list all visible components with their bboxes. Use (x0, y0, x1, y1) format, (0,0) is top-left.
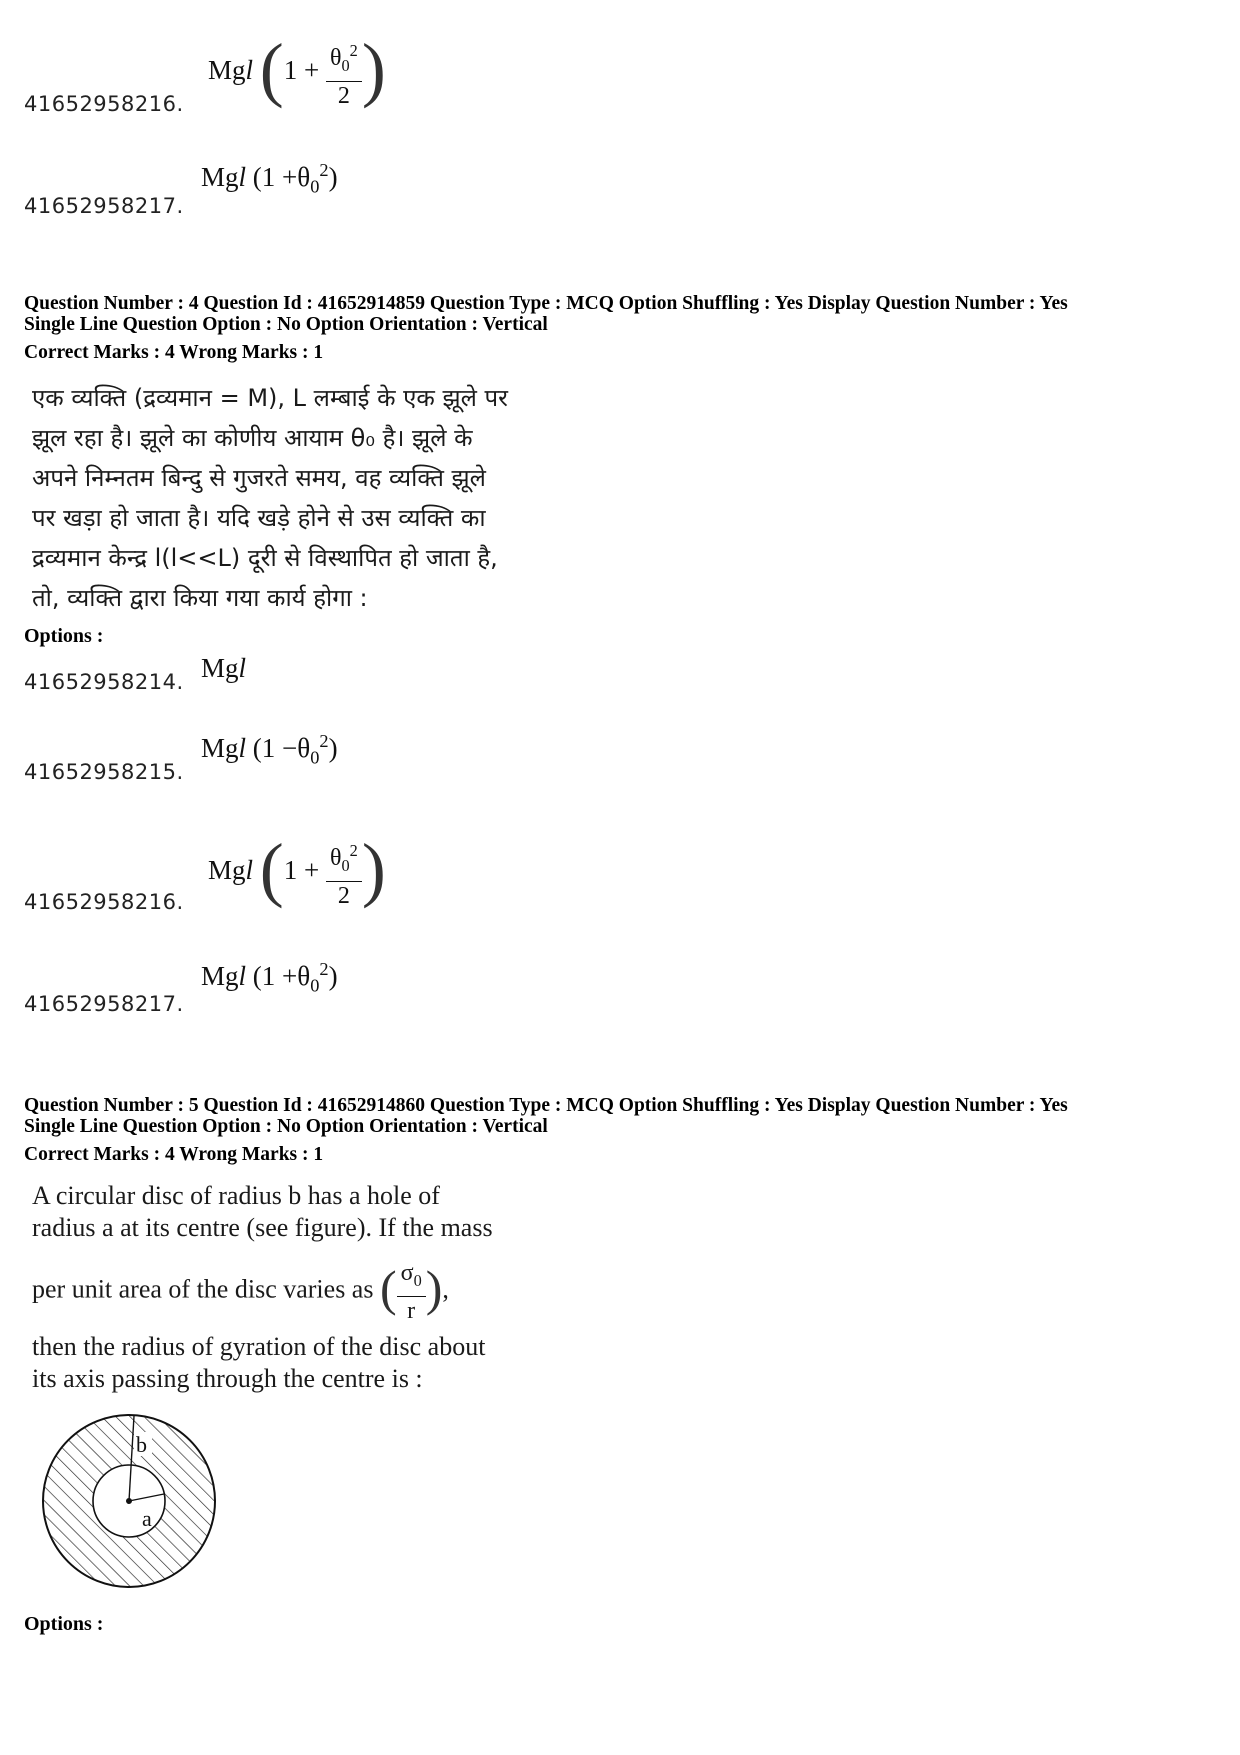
top-option-217 (24, 160, 624, 220)
question-line: पर खड़ा हो जाता है। यदि खड़े होने से उस व्यक्ति का (32, 504, 486, 532)
disc-figure (38, 1410, 218, 1590)
option-id: 41652958214. (24, 670, 184, 694)
label-a: a (142, 1506, 152, 1531)
question-line: its axis passing through the centre is : (32, 1363, 423, 1393)
option-formula: Mgl $(1 +\theta_0^2)$ (201, 959, 338, 996)
question-line: द्रव्यमान केन्द्र l(l<<L) दूरी से विस्थापित हो जाता है, (32, 544, 498, 572)
q5-options-label: Options : (24, 1613, 104, 1635)
q5-header-line2: Single Line Question Option : No Option Orientation : Vertical (24, 1116, 548, 1137)
question-line: तो, व्यक्ति द्वारा किया गया कार्य होगा : (32, 584, 368, 612)
question-line: A circular disc of radius b has a hole of (32, 1181, 440, 1210)
question-line: एक व्यक्ति (द्रव्यमान = M), L लम्बाई के एक झूले पर (32, 384, 508, 412)
q5-marks: Correct Marks : 4 Wrong Marks : 1 (24, 1144, 324, 1165)
option-formula: Mgl $(1 -\theta_0^2)$ (201, 731, 338, 768)
q4-header-line1: Question Number : 4 Question Id : 41652914859 Question Type : MCQ Option Shuffling : Yes Display Question Number : Yes (24, 293, 1068, 314)
option-formula: Mgl (201, 653, 247, 683)
option-formula: Mgl $(1 +\theta_0^2)$ (201, 160, 338, 197)
q4-option-215 (24, 731, 624, 795)
top-option-216 (24, 30, 624, 120)
option-id: 41652958215. (24, 760, 184, 784)
question-line: झूल रहा है। झूले का कोणीय आयाम θ₀ है। झूले के (32, 424, 473, 452)
option-formula: Mgl (1 + $\frac{\theta_0^2}{2}$ ) (208, 828, 386, 909)
question-line: radius a at its centre (see figure). If the mass (32, 1213, 493, 1242)
option-id: 41652958217. (24, 992, 184, 1016)
label-b: b (136, 1432, 147, 1457)
disc-diagram (38, 1410, 218, 1590)
q4-options-label: Options : (24, 625, 104, 647)
question-line: per unit area of the disc varies as ( $\frac{\sigma_0}{r}$ ), (32, 1260, 449, 1324)
q4-option-214 (24, 655, 624, 705)
centre-dot (126, 1498, 132, 1504)
option-formula: Mgl (1 + $\frac{\theta_0^2}{2}$ ) (208, 28, 386, 109)
q4-question-text (32, 378, 552, 618)
question-line: then the radius of gyration of the disc about (32, 1331, 486, 1361)
question-line: अपने निम्नतम बिन्दु से गुजरते समय, वह व्यक्ति झूले (32, 464, 486, 492)
q4-header-line2: Single Line Question Option : No Option Orientation : Vertical (24, 314, 548, 335)
option-id: 41652958216. (24, 92, 184, 116)
option-id: 41652958216. (24, 890, 184, 914)
q4-option-216 (24, 830, 624, 920)
q4-marks: Correct Marks : 4 Wrong Marks : 1 (24, 342, 324, 363)
q5-header-line1: Question Number : 5 Question Id : 41652914860 Question Type : MCQ Option Shuffling : Yes Display Question Number : Yes (24, 1095, 1068, 1116)
q5-question-text (32, 1180, 552, 1395)
option-id: 41652958217. (24, 194, 184, 218)
q4-option-217 (24, 959, 624, 1025)
